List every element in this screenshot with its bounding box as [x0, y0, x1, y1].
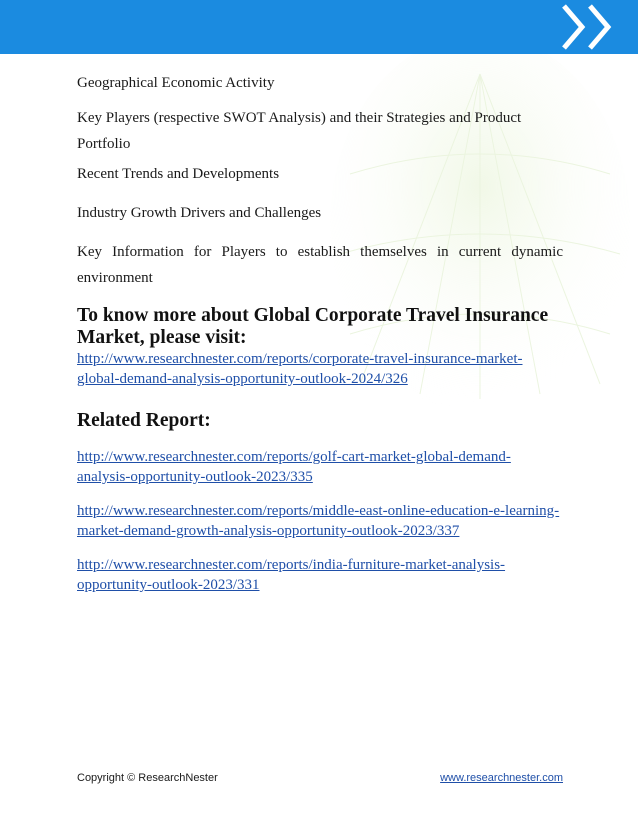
bullet-key-information: Key Information for Players to establish themselves in current dynamic environment: [77, 244, 563, 286]
bullet-geographical: Geographical Economic Activity: [77, 75, 275, 91]
related-link-middle-east-elearning[interactable]: http://www.researchnester.com/reports/middle-east-online-education-e-learning-market-demand-growth-analysis-opportunity-outlook-2023/337: [77, 503, 560, 539]
report-body: [77, 70, 563, 595]
bullet-growth-drivers: Industry Growth Drivers and Challenges: [77, 205, 322, 221]
footer-copyright: Copyright © ResearchNester: [77, 772, 218, 784]
footer-website-link[interactable]: www.researchnester.com: [440, 772, 563, 784]
header-band: [0, 0, 638, 54]
related-link-golf-cart[interactable]: http://www.researchnester.com/reports/golf-cart-market-global-demand-analysis-opportunity-outlook-2023/335: [77, 449, 511, 485]
cta-report-link[interactable]: http://www.researchnester.com/reports/corporate-travel-insurance-market-global-demand-analysis-opportunity-outlook-2024/326: [77, 351, 523, 387]
cta-heading: To know more about Global Corporate Travel Insurance Market, please visit:: [77, 305, 549, 348]
bullet-recent-trends: Recent Trends and Developments: [77, 166, 280, 182]
double-chevron-right-icon: [556, 0, 638, 54]
related-link-india-furniture[interactable]: http://www.researchnester.com/reports/india-furniture-market-analysis-opportunity-outlook-2023/331: [77, 557, 506, 593]
bullet-key-players: Key Players (respective SWOT Analysis) and their Strategies and Product Portfolio: [77, 110, 522, 152]
related-report-heading: Related Report:: [77, 410, 211, 431]
